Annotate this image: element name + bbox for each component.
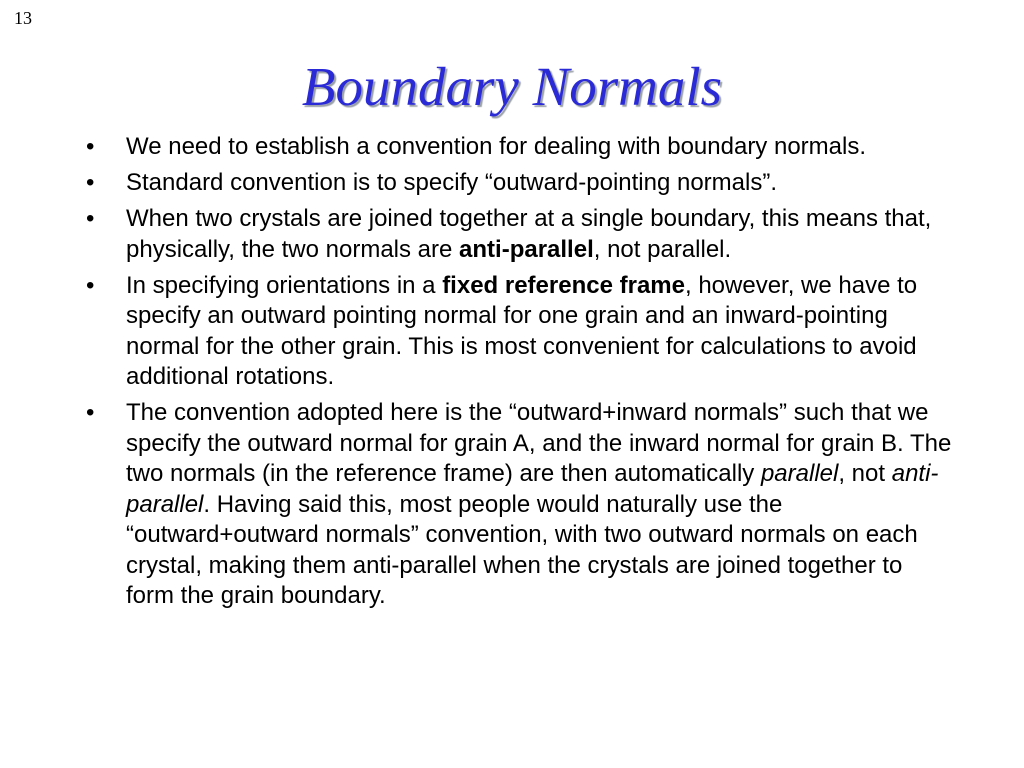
emphasis-anti-parallel: anti-parallel [459,235,594,263]
bullet-text: , not [838,460,892,487]
slide-title: Boundary Normals [301,56,723,117]
emphasis-fixed-reference-frame: fixed reference frame [442,271,685,299]
bullet-text: Standard convention is to specify “outward-pointing normals”. [126,169,777,196]
bullet-glyph: • [86,271,95,299]
bullet-item-2 [86,168,956,199]
bullet-text: In specifying orientations in a [126,271,443,299]
bullet-item-1 [86,132,956,163]
emphasis-anti-parallel: anti-parallel [126,460,939,518]
bullet-glyph: • [86,133,95,160]
bullet-item-4 [86,271,956,393]
bullet-text: , however, we have to specify an outward pointing normal for one grain and an inward-pointing normal for the other grain. This is most convenient for calculations to avoid additional rotations. [126,271,918,390]
bullet-glyph: • [86,169,95,196]
bullet-text: , not parallel. [593,235,732,263]
bullet-glyph: • [86,205,95,232]
bullet-item-5 [86,398,956,612]
bullet-item-3 [86,204,956,265]
bullet-text: . Having said this, most people would naturally use the “outward+outward normals” convention, with two outward normals on each crystal, making them anti-parallel when the crystals are joined together to form the grain boundary. [126,490,918,609]
bullet-text: We need to establish a convention for dealing with boundary normals. [126,133,867,160]
bullet-text: The convention adopted here is the “outward+inward normals” such that we specify the outward normal for grain A, and the inward normal for grain B. The two normals (in the reference frame) are then automatically [126,399,952,487]
bullet-text: When two crystals are joined together at a single boundary, this means that, physically, the two normals are [126,205,932,263]
slide-number: 13 [14,8,32,28]
emphasis-parallel: parallel [760,460,839,487]
bullet-list [86,132,956,617]
bullet-glyph: • [86,399,95,426]
